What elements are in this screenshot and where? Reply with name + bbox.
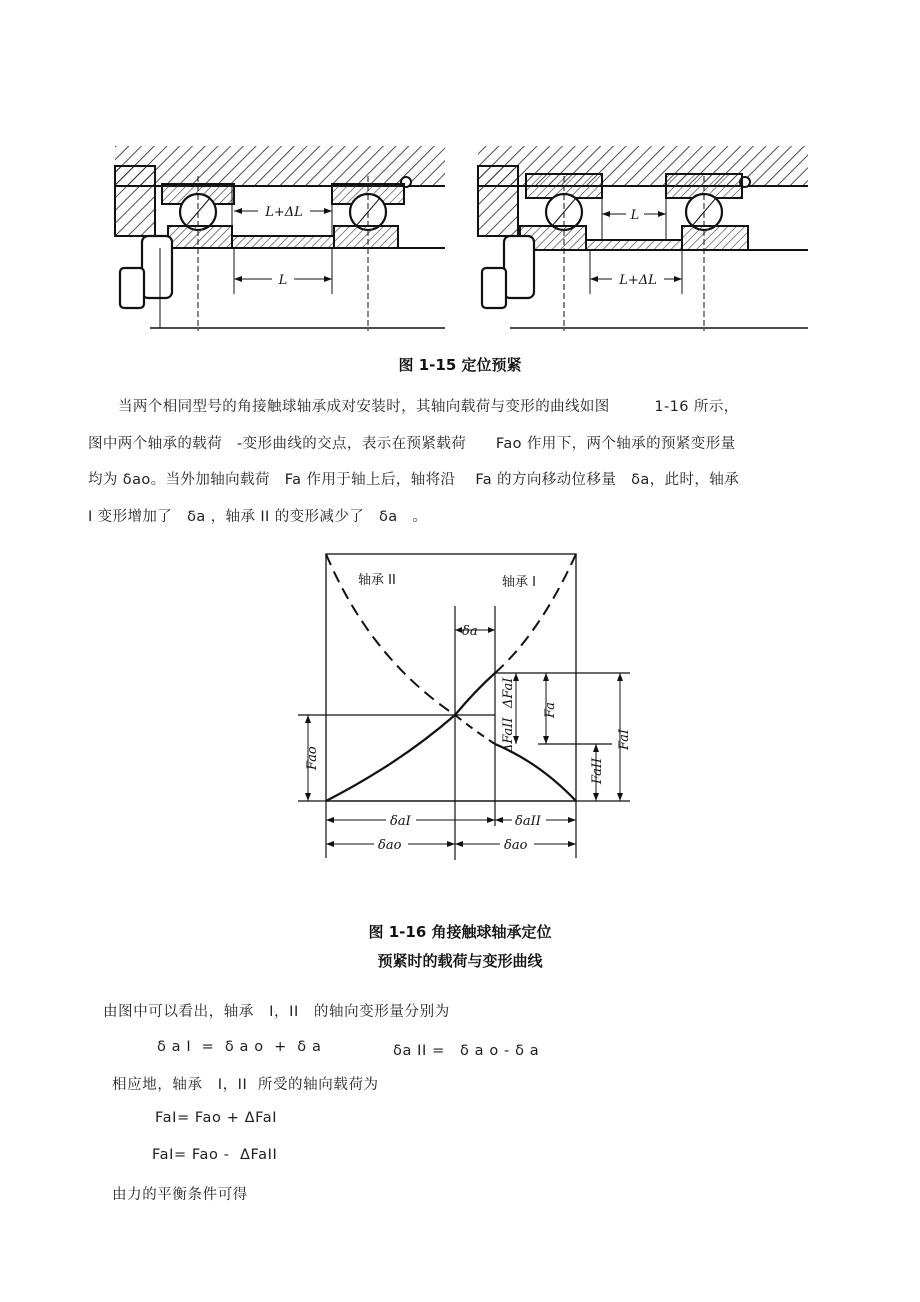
figure-1-15-caption: 图 1-15 定位预紧 — [398, 356, 522, 374]
left-gap-label: L+ΔL — [265, 205, 303, 220]
paragraph-1 — [88, 389, 838, 535]
paragraph-line: 当两个相同型号的角接触球轴承成对安装时，其轴向载荷与变形的曲线如图 1-16 所示， — [118, 399, 739, 415]
delta-ao-left-label: δao — [378, 838, 402, 853]
equation-1: δ a I = δ a o + δ a — [157, 1039, 322, 1055]
fa-label: Fa — [543, 702, 558, 718]
paragraph-line: I 变形增加了 δa ，轴承 II 的变形减少了 δa 。 — [88, 508, 428, 525]
figure-1-15 — [100, 136, 820, 336]
equation-4: FaI= Fao - ΔFaII — [152, 1147, 278, 1163]
delta-fai-label: ΔFaI — [501, 677, 516, 708]
figure-1-16-caption-line2: 预紧时的载荷与变形曲线 — [377, 952, 543, 970]
paragraph-line: 图中两个轴承的载荷 -变形曲线的交点，表示在预紧载荷 Fao 作用下，两个轴承的预紧变形量 — [88, 435, 736, 452]
text-line-1: 由图中可以看出，轴承 I，II 的轴向变形量分别为 — [103, 1004, 450, 1020]
paragraph-line: 均为 δao。当外加轴向载荷 Fa 作用于轴上后，轴将沿 Fa 的方向移动位移量 δa，此时，轴承 — [88, 472, 740, 488]
delta-faii-label: ΔFaII — [501, 717, 516, 753]
delta-ai-label: δaI — [390, 814, 411, 829]
text-line-3: 由力的平衡条件可得 — [112, 1187, 248, 1203]
equation-2: δa II = δ a o - δ a — [393, 1043, 540, 1059]
figure-1-16 — [290, 548, 640, 863]
right-shaft-label: L+ΔL — [619, 273, 657, 288]
left-shaft-label: L — [278, 273, 288, 288]
bearing-i-label: 轴承 I — [502, 575, 536, 590]
faii-label: FaII — [590, 757, 605, 784]
delta-a-label: δa — [462, 624, 478, 639]
bearing-ii-label: 轴承 II — [358, 573, 396, 588]
delta-ao-right-label: δao — [504, 838, 528, 853]
left-assembly — [115, 146, 445, 331]
figure-1-16-caption-line1: 图 1-16 角接触球轴承定位 — [368, 923, 552, 941]
text-line-2: 相应地，轴承 I，II 所受的轴向载荷为 — [112, 1077, 379, 1093]
fao-label: Fao — [305, 746, 320, 770]
bearing-i-curve — [326, 673, 495, 801]
fai-label: FaI — [617, 728, 632, 750]
equation-3: FaI= Fao + ΔFaI — [155, 1110, 278, 1126]
right-gap-label: L — [630, 208, 640, 223]
delta-aii-label: δaII — [515, 814, 541, 829]
right-assembly — [478, 146, 808, 331]
